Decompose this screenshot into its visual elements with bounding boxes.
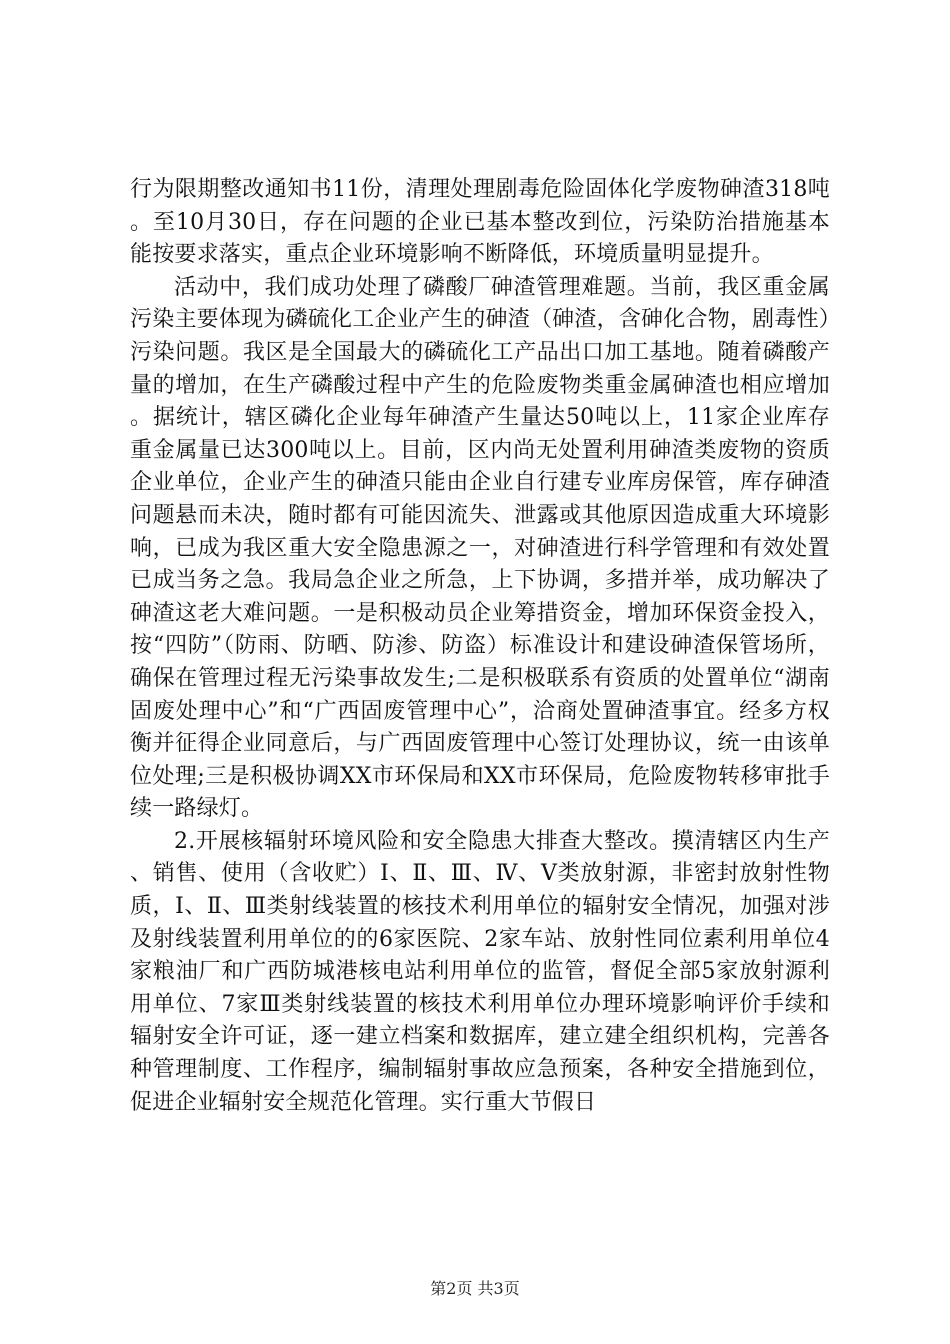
paragraph-arsenic-slag-management: 活动中，我们成功处理了磷酸厂砷渣管理难题。当前，我区重金属污染主要体现为磷硫化工企业产生的砷渣（砷渣，含砷化合物，剧毒性）污染问题。我区是全国最大的磷硫化工产品出口加工基地。随着磷酸产量的增加，在生产磷酸过程中产生的危险废物类重金属砷渣也相应增加。据统计，辖区磷化企业每年砷渣产生量达50吨以上，11家企业库存重金属量已达300吨以上。目前，区内尚无处置利用砷渣类废物的资质企业单位，企业产生的砷渣只能由企业自行建专业库房保管，库存砷渣问题悬而未决，随时都有可能因流失、泄露或其他原因造成重大环境影响，已成为我区重大安全隐患源之一，对砷渣进行科学管理和有效处置已成当务之急。我局急企业之所急，上下协调，多措并举，成功解决了砷渣这老大难问题。一是积极动员企业筹措资金，增加环保资金投入，按“四防”（防雨、防晒、防渗、防盗）标准设计和建设砷渣保管场所，确保在管理过程无污染事故发生;二是积极联系有资质的处置单位“湖南固废处理中心”和“广西固废管理中心”，洽商处置砷渣事宜。经多方权衡并征得企业同意后，与广西固废管理中心签订处理协议，统一由该单位处理;三是积极协调XX市环保局和XX市环保局，危险废物转移审批手续一路绿灯。 xyxy=(130,274,830,822)
document-body xyxy=(130,174,830,1119)
page-footer: 第2页 共3页 xyxy=(430,1279,520,1298)
paragraph-rectification-summary: 行为限期整改通知书11份，清理处理剧毒危险固体化学废物砷渣318吨。至10月30日，存在问题的企业已基本整改到位，污染防治措施基本能按要求落实，重点企业环境影响不断降低，环境质量明显提升。 xyxy=(130,177,830,268)
paragraph-nuclear-radiation-inspection: 2.开展核辐射环境风险和安全隐患大排查大整改。摸清辖区内生产、销售、使用（含收贮）Ⅰ、Ⅱ、Ⅲ、Ⅳ、Ⅴ类放射源，非密封放射性物质，Ⅰ、Ⅱ、Ⅲ类射线装置的核技术利用单位的辐射安全情况，加强对涉及射线装置利用单位的的6家医院、2家车站、放射性同位素利用单位4家粮油厂和广西防城港核电站利用单位的监管，督促全部5家放射源利用单位、7家Ⅲ类射线装置的核技术利用单位办理环境影响评价手续和辐射安全许可证，逐一建立档案和数据库，建立建全组织机构，完善各种管理制度、工作程序，编制辐射事故应急预案，各种安全措施到位，促进企业辐射安全规范化管理。实行重大节假日 xyxy=(130,828,830,1115)
